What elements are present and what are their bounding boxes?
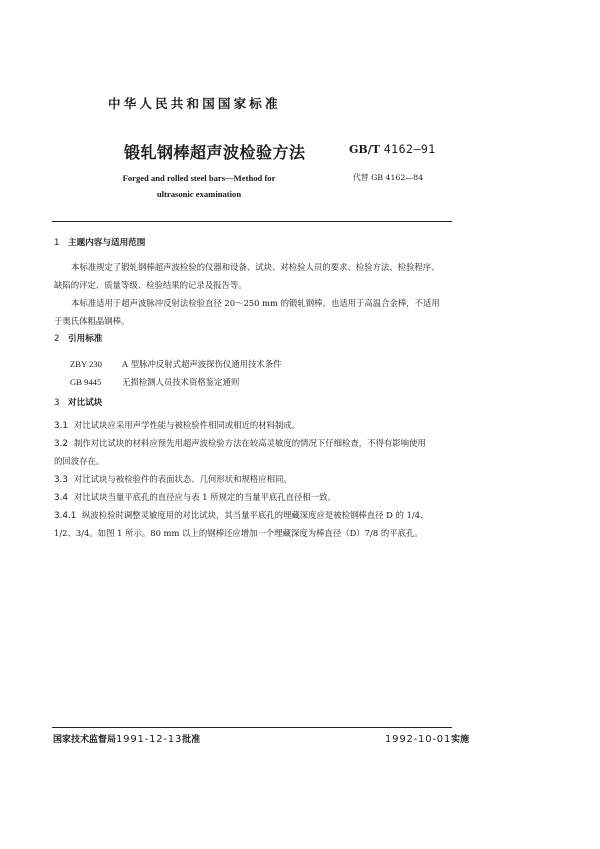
section-number: 2 (54, 334, 60, 344)
section-number: 1 (54, 238, 60, 248)
clause-number: 3.4 (54, 493, 68, 503)
header-divider (52, 221, 452, 222)
clause-continuation: 1/2、3/4。如图 1 所示。80 mm 以上的钢棒还应增加一个埋藏深度为棒直径（D）7/8 的平底孔。 (54, 528, 423, 538)
effective-date: 1992-10-01 (385, 734, 452, 745)
reference-code: ZBY 230 (70, 359, 102, 369)
clause-text: 对比试块应采用声学性能与被检验件相同或相近的材料制成。 (74, 420, 301, 430)
footer-divider (52, 727, 452, 728)
approval-label: 批准 (182, 735, 201, 745)
clause-3-4 (54, 491, 336, 503)
effective-info (385, 732, 469, 745)
clause-text: 纵波检验时调整灵敏度用的对比试块，其当量平底孔的埋藏深度应是被检钢棒直径 D 的 1/4、 (82, 510, 429, 520)
section-title: 引用标准 (68, 334, 103, 344)
reference-item (70, 376, 239, 388)
section-2-heading (54, 332, 102, 344)
clause-text: 对比试块当量平底孔的直径应与表 1 所规定的当量平底孔直径相一致。 (74, 492, 336, 502)
section-number: 3 (54, 398, 60, 408)
paragraph: 本标准规定了锻轧钢棒超声波检验的仪器和设备、试块、对检验人员的要求、检验方法、检验程序、 (71, 262, 440, 272)
country-standard-heading: 中华人民共和国国家标准 (108, 96, 281, 111)
replaces-standard: 代替 GB 4162—84 (353, 173, 424, 182)
approval-info (53, 732, 200, 745)
document-title-en (100, 170, 298, 202)
title-en-line1: Forged and rolled steel bars—Method for (122, 173, 276, 183)
clause-continuation: 的回波存在。 (54, 456, 105, 466)
clause-number: 3.4.1 (54, 511, 77, 521)
clause-number: 3.2 (54, 439, 68, 449)
standard-prefix: GB/T (349, 143, 380, 156)
reference-title: A 型脉冲反射式超声波探伤仪通用技术条件 (122, 359, 282, 369)
section-1-heading (54, 236, 145, 248)
reference-item (70, 358, 281, 370)
section-3-heading (54, 396, 102, 408)
clause-number: 3.3 (54, 475, 68, 485)
clause-3-2 (54, 437, 426, 449)
standard-number (349, 142, 436, 156)
section-title: 主题内容与适用范围 (68, 238, 146, 248)
clause-number: 3.1 (54, 421, 68, 431)
title-en-line2: ultrasonic examination (156, 189, 242, 199)
reference-title: 无损检测人员技术资格鉴定通则 (122, 377, 240, 387)
clause-text: 制作对比试块的材料应预先用超声波检验方法在较高灵敏度的情况下仔细检查，不得有影响使用 (74, 438, 426, 448)
clause-3-1 (54, 419, 300, 431)
paragraph: 本标准适用于超声波脉冲反射法检验直径 20～250 mm 的锻轧钢棒，也适用于高温合金棒，不适用 (71, 298, 440, 308)
paragraph-continuation: 于奥氏体粗晶钢棒。 (54, 316, 130, 326)
paragraph-continuation: 缺陷的评定、质量等级、检验结果的记录及报告等。 (54, 280, 247, 290)
section-title: 对比试块 (68, 398, 103, 408)
clause-text: 对比试块与被检验件的表面状态、几何形状和规格应相同。 (74, 474, 292, 484)
reference-code: GB 9445 (70, 377, 102, 387)
clause-3-4-1 (54, 509, 428, 521)
issuer: 国家技术监督局 (53, 735, 117, 745)
document-title-zh: 锻轧钢棒超声波检验方法 (124, 143, 306, 162)
standard-code: 4162—91 (383, 142, 436, 156)
approval-date: 1991-12-13 (116, 734, 183, 745)
clause-3-3 (54, 473, 292, 485)
effective-label: 实施 (451, 735, 470, 745)
